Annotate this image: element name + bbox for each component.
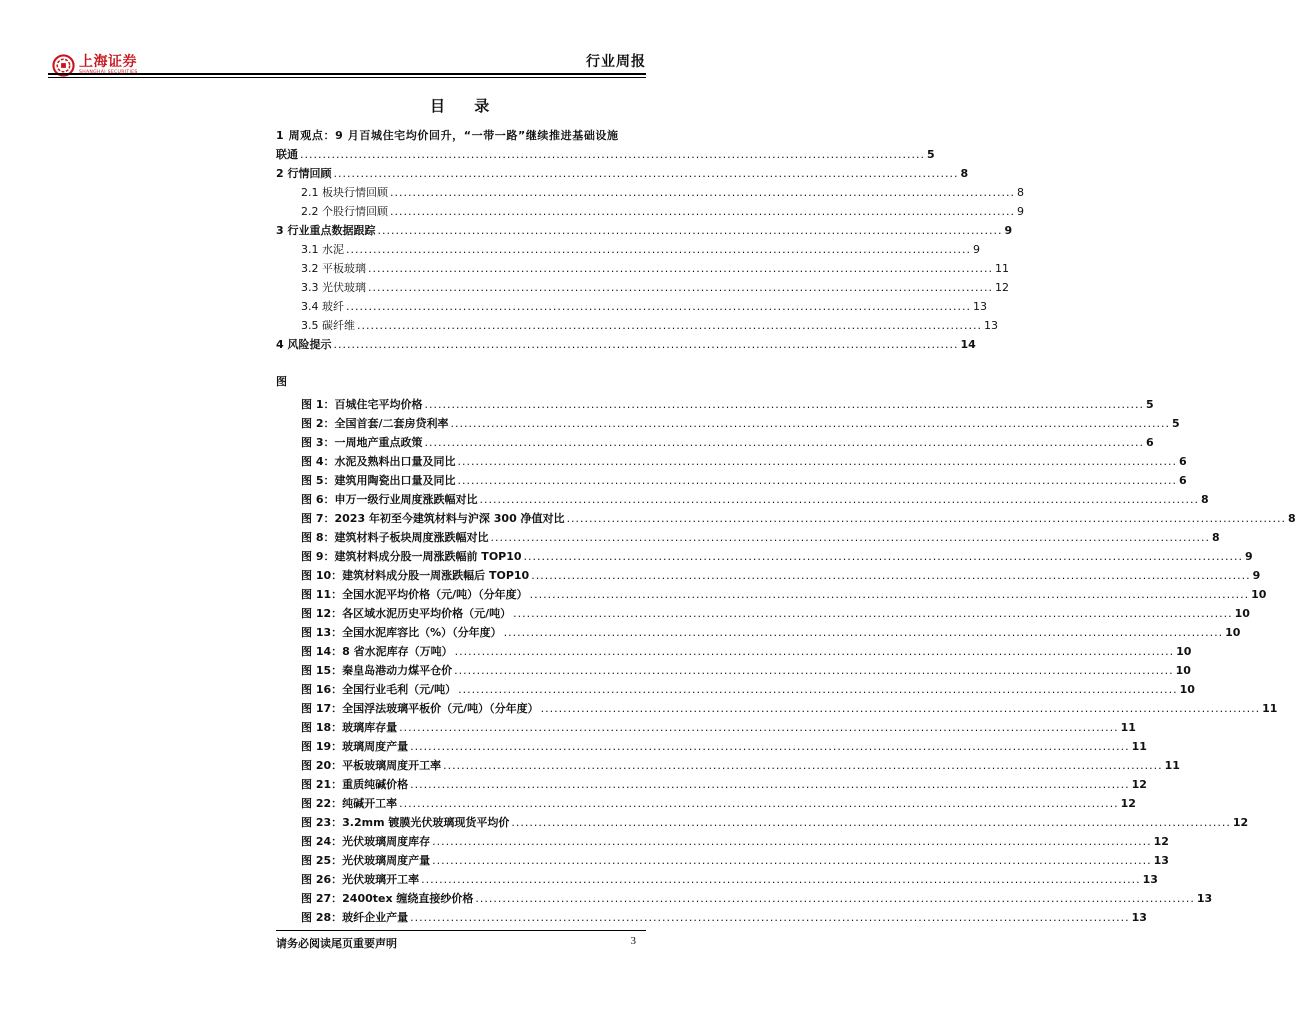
figure-entry-label: 图 13：全国水泥库容比（%）（分年度） bbox=[301, 626, 502, 639]
table-of-contents bbox=[276, 122, 1296, 925]
toc-entry-label: 3.5 碳纤维 bbox=[301, 319, 355, 332]
toc-entry-label: 3.3 光伏玻璃 bbox=[301, 281, 366, 294]
figure-entry-label: 图 23：3.2mm 镀膜光伏玻璃现货平均价 bbox=[301, 816, 510, 829]
figure-entry-label: 图 15：秦皇岛港动力煤平仓价 bbox=[301, 664, 453, 677]
logo-chinese-name: 上海证券 bbox=[79, 54, 137, 70]
leader-dots: ................................................................................................................................................................ bbox=[540, 702, 1261, 715]
figure-list-heading: 图 bbox=[276, 375, 287, 388]
figure-entry[interactable] bbox=[276, 640, 1192, 659]
toc-entry-page: 12 bbox=[995, 281, 1010, 294]
figure-entry[interactable] bbox=[276, 678, 1195, 697]
figure-entry-page: 10 bbox=[1175, 664, 1191, 677]
figure-entry-page: 6 bbox=[1178, 455, 1187, 468]
page-number: 3 bbox=[630, 935, 636, 947]
figure-entry-label: 图 28：玻纤企业产量 bbox=[301, 911, 409, 924]
leader-dots: ................................................................................................................................................................ bbox=[523, 550, 1243, 563]
figure-entry-page: 10 bbox=[1225, 626, 1241, 639]
leader-dots: ........................................................................................................................................... bbox=[300, 148, 926, 161]
toc-entry-4[interactable] bbox=[276, 333, 976, 352]
figure-entry[interactable] bbox=[276, 773, 1147, 792]
figure-entry[interactable] bbox=[276, 792, 1136, 811]
figure-entry-page: 5 bbox=[1171, 417, 1180, 430]
toc-entry-label: 2 行情回顾 bbox=[276, 167, 332, 180]
toc-entry-3-5[interactable] bbox=[276, 314, 999, 333]
toc-entry-2-2[interactable] bbox=[276, 200, 1025, 219]
figure-entry[interactable] bbox=[276, 412, 1180, 431]
figure-entry-label: 图 12：各区域水泥历史平均价格（元/吨） bbox=[301, 607, 512, 620]
toc-entry-page: 9 bbox=[1004, 224, 1013, 237]
toc-entry-label: 联通 bbox=[276, 148, 298, 161]
toc-entry-1-cont[interactable] bbox=[276, 143, 935, 162]
figure-entry[interactable] bbox=[276, 868, 1158, 887]
toc-entry-label: 2.1 板块行情回顾 bbox=[301, 186, 388, 199]
figure-entry-label: 图 16：全国行业毛利（元/吨） bbox=[301, 683, 457, 696]
figure-entry-page: 12 bbox=[1232, 816, 1249, 829]
leader-dots: ................................................................................................................................................................ bbox=[424, 398, 1144, 411]
toc-entry-label: 3.2 平板玻璃 bbox=[301, 262, 366, 275]
figure-entry-label: 图 26：光伏玻璃开工率 bbox=[301, 873, 420, 886]
leader-dots: ................................................................................................................................................................ bbox=[421, 873, 1141, 886]
figure-entry[interactable] bbox=[276, 488, 1209, 507]
figure-entry-page: 8 bbox=[1211, 531, 1220, 544]
figure-entry[interactable] bbox=[276, 469, 1187, 488]
leader-dots: ................................................................................................................................................................ bbox=[490, 531, 1210, 544]
figure-entry-label: 图 7：2023 年初至今建筑材料与沪深 300 净值对比 bbox=[301, 512, 565, 525]
leader-dots: ................................................................................................................................................................ bbox=[454, 664, 1174, 677]
figure-entry-label: 图 9：建筑材料成分股一周涨跌幅前 TOP10 bbox=[301, 550, 522, 563]
figure-entry-label: 图 27：2400tex 缠绕直接纱价格 bbox=[301, 892, 474, 905]
figure-entry-page: 9 bbox=[1252, 569, 1261, 582]
figure-entry-label: 图 21：重质纯碱价格 bbox=[301, 778, 409, 791]
leader-dots: ................................................................................................................................................................ bbox=[511, 816, 1231, 829]
figure-entry[interactable] bbox=[276, 659, 1191, 678]
figure-entry-label: 图 22：纯碱开工率 bbox=[301, 797, 398, 810]
figure-entry-label: 图 8：建筑材料子板块周度涨跌幅对比 bbox=[301, 531, 489, 544]
figure-entry-label: 图 11：全国水泥平均价格（元/吨）（分年度） bbox=[301, 588, 528, 601]
figure-entry-label: 图 25：光伏玻璃周度产量 bbox=[301, 854, 431, 867]
figure-entry[interactable] bbox=[276, 811, 1249, 830]
toc-entry-3[interactable] bbox=[276, 219, 1013, 238]
footer-disclaimer: 请务必阅读尾页重要声明 bbox=[276, 937, 397, 950]
header-divider bbox=[48, 73, 646, 75]
figure-entry[interactable] bbox=[276, 583, 1267, 602]
figure-entry-page: 10 bbox=[1176, 645, 1192, 658]
leader-dots: ........................................................................................................................................... bbox=[357, 319, 983, 332]
leader-dots: ................................................................................................................................................................ bbox=[432, 835, 1152, 848]
figure-entry[interactable] bbox=[276, 716, 1136, 735]
leader-dots: ........................................................................................................................................... bbox=[368, 281, 994, 294]
figure-entry-page: 12 bbox=[1120, 797, 1136, 810]
leader-dots: ................................................................................................................................................................ bbox=[479, 493, 1199, 506]
figure-entry[interactable] bbox=[276, 906, 1147, 925]
figure-entry-label: 图 20：平板玻璃周度开工率 bbox=[301, 759, 442, 772]
figure-entry[interactable] bbox=[276, 526, 1220, 545]
figure-entry-page: 9 bbox=[1245, 550, 1253, 563]
leader-dots: ........................................................................................................................................... bbox=[390, 186, 1016, 199]
figure-entry-page: 5 bbox=[1145, 398, 1154, 411]
toc-entry-label: 3.1 水泥 bbox=[301, 243, 344, 256]
leader-dots: ................................................................................................................................................................ bbox=[457, 455, 1177, 468]
leader-dots: ................................................................................................................................................................ bbox=[566, 512, 1287, 525]
leader-dots: ........................................................................................................................................... bbox=[377, 224, 1003, 237]
figure-list bbox=[276, 393, 1296, 925]
toc-entry-page: 9 bbox=[1017, 205, 1025, 218]
toc-entry-page: 9 bbox=[973, 243, 981, 256]
figure-entry[interactable] bbox=[276, 450, 1187, 469]
toc-entry-label: 4 风险提示 bbox=[276, 338, 332, 351]
toc-title: 目 录 bbox=[430, 97, 502, 115]
leader-dots: ........................................................................................................................................... bbox=[390, 205, 1016, 218]
figure-entry[interactable] bbox=[276, 507, 1296, 526]
toc-entry-page: 5 bbox=[927, 148, 935, 161]
leader-dots: ........................................................................................................................................... bbox=[333, 167, 959, 180]
figure-entry-label: 图 3：一周地产重点政策 bbox=[301, 436, 423, 449]
toc-entry-page: 8 bbox=[1017, 186, 1025, 199]
figure-entry[interactable] bbox=[276, 564, 1261, 583]
figure-entry-label: 图 2：全国首套/二套房贷利率 bbox=[301, 417, 449, 430]
figure-entry-page: 11 bbox=[1131, 740, 1147, 753]
figure-entry[interactable] bbox=[276, 887, 1213, 906]
figure-entry[interactable] bbox=[276, 735, 1147, 754]
figure-entry-page: 13 bbox=[1142, 873, 1158, 886]
toc-entry-label: 2.2 个股行情回顾 bbox=[301, 205, 388, 218]
toc-entry-2-1[interactable] bbox=[276, 181, 1025, 200]
leader-dots: ................................................................................................................................................................ bbox=[399, 721, 1119, 734]
header-divider-thin bbox=[48, 77, 646, 78]
figure-entry-page: 6 bbox=[1145, 436, 1154, 449]
toc-entry-page: 14 bbox=[960, 338, 976, 351]
figure-entry-label: 图 18：玻璃库存量 bbox=[301, 721, 398, 734]
figure-entry-page: 8 bbox=[1200, 493, 1209, 506]
figure-entry-page: 6 bbox=[1178, 474, 1187, 487]
toc-entry-3-1[interactable] bbox=[276, 238, 981, 257]
leader-dots: ................................................................................................................................................................ bbox=[432, 854, 1152, 867]
footer-divider bbox=[276, 930, 646, 931]
figure-entry-page: 8 bbox=[1288, 512, 1296, 525]
toc-entry-label: 3.4 玻纤 bbox=[301, 300, 344, 313]
figure-entry-page: 12 bbox=[1131, 778, 1147, 791]
figure-entry[interactable] bbox=[276, 431, 1154, 450]
figure-entry-page: 12 bbox=[1153, 835, 1169, 848]
figure-entry-label: 图 24：光伏玻璃周度库存 bbox=[301, 835, 431, 848]
figure-entry[interactable] bbox=[276, 849, 1169, 868]
figure-entry[interactable] bbox=[276, 545, 1253, 564]
leader-dots: ........................................................................................................................................... bbox=[346, 300, 972, 313]
leader-dots: ................................................................................................................................................................ bbox=[454, 645, 1175, 658]
toc-entry-page: 13 bbox=[973, 300, 988, 313]
leader-dots: ................................................................................................................................................................ bbox=[529, 588, 1250, 601]
report-type-label: 行业周报 bbox=[586, 54, 646, 70]
toc-entry-page: 13 bbox=[984, 319, 999, 332]
figure-entry[interactable] bbox=[276, 830, 1169, 849]
toc-entry-3-2[interactable] bbox=[276, 257, 1010, 276]
leader-dots: ........................................................................................................................................... bbox=[346, 243, 972, 256]
figure-entry[interactable] bbox=[276, 621, 1241, 640]
leader-dots: ................................................................................................................................................................ bbox=[424, 436, 1144, 449]
figure-entry-page: 11 bbox=[1262, 702, 1278, 715]
toc-entry-3-3[interactable] bbox=[276, 276, 1010, 295]
leader-dots: ................................................................................................................................................................ bbox=[399, 797, 1119, 810]
section-gap bbox=[276, 352, 646, 374]
figure-entry-page: 13 bbox=[1153, 854, 1169, 867]
leader-dots: ................................................................................................................................................................ bbox=[531, 569, 1251, 582]
figure-entry[interactable] bbox=[276, 754, 1180, 773]
leader-dots: ................................................................................................................................................................ bbox=[410, 778, 1130, 791]
leader-dots: ................................................................................................................................................................ bbox=[513, 607, 1233, 620]
figure-entry-label: 图 6：申万一级行业周度涨跌幅对比 bbox=[301, 493, 478, 506]
figure-entry-page: 10 bbox=[1179, 683, 1195, 696]
leader-dots: ................................................................................................................................................................ bbox=[443, 759, 1163, 772]
toc-entry-page: 8 bbox=[960, 167, 969, 180]
figure-entry[interactable] bbox=[276, 393, 1154, 412]
leader-dots: ................................................................................................................................................................ bbox=[503, 626, 1224, 639]
figure-entry-label: 图 1：百城住宅平均价格 bbox=[301, 398, 423, 411]
figure-entry-label: 图 17：全国浮法玻璃平板价（元/吨）（分年度） bbox=[301, 702, 539, 715]
leader-dots: ................................................................................................................................................................ bbox=[475, 892, 1195, 905]
leader-dots: ................................................................................................................................................................ bbox=[457, 474, 1177, 487]
figure-entry-page: 13 bbox=[1196, 892, 1213, 905]
leader-dots: ........................................................................................................................................... bbox=[368, 262, 994, 275]
figure-entry-page: 10 bbox=[1234, 607, 1250, 620]
figure-entry-page: 13 bbox=[1131, 911, 1147, 924]
toc-entry-2[interactable] bbox=[276, 162, 969, 181]
figure-entry-page: 11 bbox=[1120, 721, 1136, 734]
toc-entry-1[interactable] bbox=[276, 122, 646, 143]
figure-entry-label: 图 5：建筑用陶瓷出口量及同比 bbox=[301, 474, 456, 487]
figure-entry-page: 10 bbox=[1251, 588, 1267, 601]
figure-entry-page: 11 bbox=[1164, 759, 1180, 772]
toc-entry-label: 3 行业重点数据跟踪 bbox=[276, 224, 376, 237]
toc-entry-page: 11 bbox=[995, 262, 1010, 275]
leader-dots: ................................................................................................................................................................ bbox=[450, 417, 1170, 430]
toc-entry-3-4[interactable] bbox=[276, 295, 988, 314]
leader-dots: ................................................................................................................................................................ bbox=[410, 740, 1130, 753]
leader-dots: ................................................................................................................................................................ bbox=[410, 911, 1130, 924]
figure-entry[interactable] bbox=[276, 697, 1278, 716]
figure-entry-label: 图 4：水泥及熟料出口量及同比 bbox=[301, 455, 456, 468]
toc-entry-label: 1 周观点：9 月百城住宅均价回升，“一带一路”继续推进基础设施 bbox=[276, 129, 619, 142]
figure-entry[interactable] bbox=[276, 602, 1250, 621]
figure-entry-label: 图 14：8 省水泥库存（万吨） bbox=[301, 645, 453, 658]
figure-entry-label: 图 19：玻璃周度产量 bbox=[301, 740, 409, 753]
leader-dots: ................................................................................................................................................................ bbox=[458, 683, 1178, 696]
leader-dots: ........................................................................................................................................... bbox=[333, 338, 959, 351]
figure-entry-label: 图 10：建筑材料成分股一周涨跌幅后 TOP10 bbox=[301, 569, 530, 582]
